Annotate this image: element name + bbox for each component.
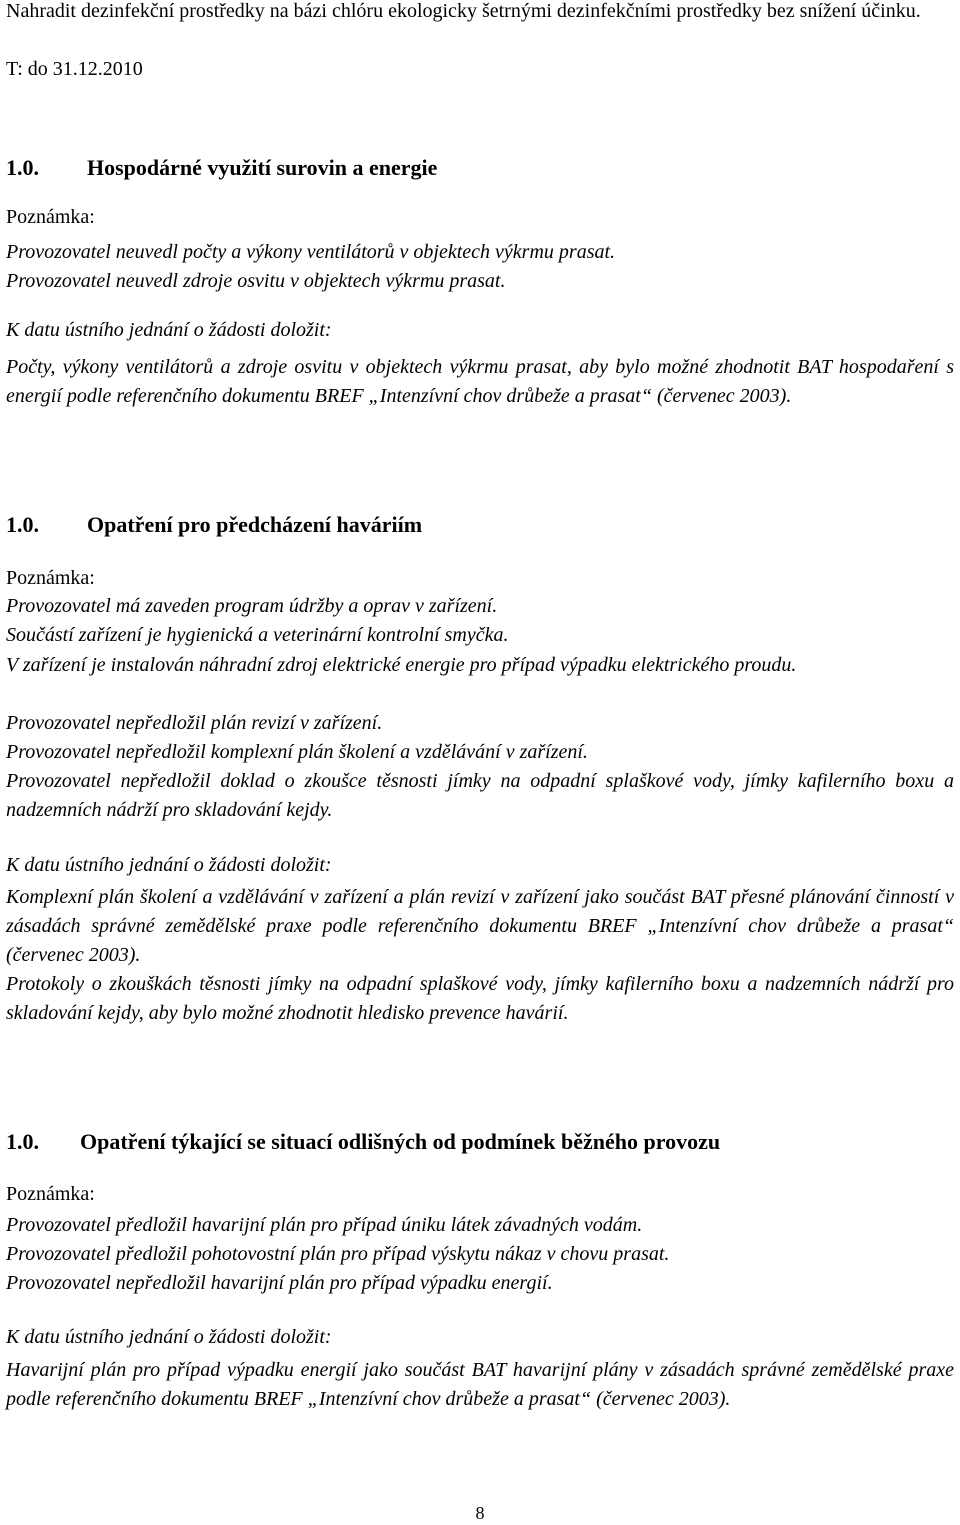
note-line: Provozovatel nepředložil doklad o zkoušce těsnosti jímky na odpadní splaškové vody, jímky kafilerního boxu a nadzemních nádrží pro skladování kejdy. bbox=[6, 770, 954, 821]
submit-label: K datu ústního jednání o žádosti doložit: bbox=[6, 319, 332, 341]
intro-deadline: T: do 31.12.2010 bbox=[6, 58, 143, 80]
note-line: Provozovatel neuvedl počty a výkony ventilátorů v objektech výkrmu prasat. bbox=[6, 241, 616, 263]
note-line: V zařízení je instalován náhradní zdroj elektrické energie pro případ výpadku elektrického proudu. bbox=[6, 654, 797, 676]
note-label: Poznámka: bbox=[6, 1183, 95, 1205]
submit-label: K datu ústního jednání o žádosti doložit: bbox=[6, 1326, 332, 1348]
section-title: Opatření pro předcházení haváriím bbox=[87, 512, 423, 537]
note-line: Provozovatel předložil havarijní plán pro případ úniku látek závadných vodám. bbox=[6, 1214, 643, 1236]
note-line: Provozovatel neuvedl zdroje osvitu v objektech výkrmu prasat. bbox=[6, 270, 506, 292]
note-label: Poznámka: bbox=[6, 567, 95, 589]
section-heading-energy bbox=[6, 153, 437, 183]
submit-text: Protokoly o zkouškách těsnosti jímky na odpadní splaškové vody, jímky kafilerního boxu a nadzemních nádrží pro skladování kejdy, aby bylo možné zhodnotit hledisko prevence havárií. bbox=[6, 973, 954, 1024]
submit-text: Počty, výkony ventilátorů a zdroje osvitu v objektech výkrmu prasat, aby bylo možné zhodnotit BAT hospodaření s energií podle referenčního dokumentu BREF „Intenzívní chov drůbeže a prasat“ (červenec 2003). bbox=[6, 356, 954, 407]
intro-text: Nahradit dezinfekční prostředky na bázi chlóru ekologicky šetrnými dezinfekčními prostředky bez snížení účinku. bbox=[6, 0, 921, 22]
section-title: Hospodárné využití surovin a energie bbox=[87, 155, 438, 180]
section-number: 1.0. bbox=[6, 512, 39, 537]
note-line: Provozovatel má zaveden program údržby a oprav v zařízení. bbox=[6, 595, 498, 617]
section-number: 1.0. bbox=[6, 155, 39, 180]
submit-text: Komplexní plán školení a vzdělávání v zařízení a plán revizí v zařízení jako součást BAT přesné plánování činností v zásadách správné zemědělské praxe podle referenčního dokumentu BREF „Intenzívní chov drůbeže a prasat“ (červenec 2003). bbox=[6, 886, 954, 966]
note-label: Poznámka: bbox=[6, 206, 95, 228]
section-title: Opatření týkající se situací odlišných od podmínek běžného provozu bbox=[80, 1129, 721, 1154]
page-number: 8 bbox=[475, 1503, 485, 1523]
note-line: Provozovatel nepředložil komplexní plán školení a vzdělávání v zařízení. bbox=[6, 741, 588, 763]
section-heading-abnormal-conditions bbox=[6, 1127, 720, 1157]
note-line: Provozovatel nepředložil plán revizí v zařízení. bbox=[6, 712, 383, 734]
section-number: 1.0. bbox=[6, 1129, 39, 1154]
submit-label: K datu ústního jednání o žádosti doložit: bbox=[6, 854, 332, 876]
note-line: Součástí zařízení je hygienická a veterinární kontrolní smyčka. bbox=[6, 624, 509, 646]
submit-text: Havarijní plán pro případ výpadku energií jako součást BAT havarijní plány v zásadách správné zemědělské praxe podle referenčního dokumentu BREF „Intenzívní chov drůbeže a prasat“ (červenec 2003). bbox=[6, 1359, 954, 1410]
section-heading-accidents bbox=[6, 510, 422, 540]
note-line: Provozovatel předložil pohotovostní plán pro případ výskytu nákaz v chovu prasat. bbox=[6, 1243, 670, 1265]
note-line: Provozovatel nepředložil havarijní plán pro případ výpadku energií. bbox=[6, 1272, 553, 1294]
